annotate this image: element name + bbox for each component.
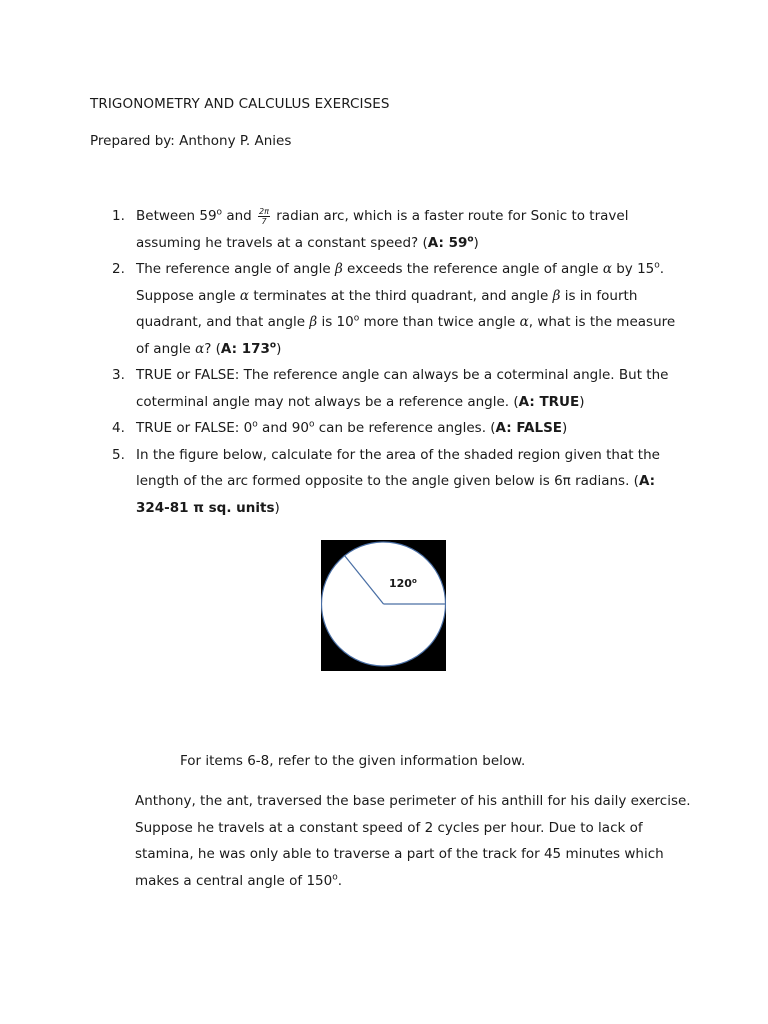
document-title: TRIGONOMETRY AND CALCULUS EXERCISES	[90, 96, 390, 112]
answer: A: FALSE	[495, 420, 563, 436]
item-text: TRUE or FALSE: 0$^o$ and 90$^o$ can be reference angles. (A: FALSE)	[136, 419, 568, 436]
exercise-item-2	[112, 256, 692, 362]
answer: A: 173$^o$	[220, 340, 277, 357]
exercise-item-5	[112, 442, 692, 522]
exercise-list	[112, 203, 692, 521]
item-text: In the figure below, calculate for the area of the shaded region given that the length of the arc formed opposite to the angle given below is 6π radians. (A: 324-81 π sq. units)	[136, 446, 660, 516]
circle-diagram	[321, 540, 446, 671]
item-number: 5.	[112, 446, 125, 463]
answer: A: 59$^o$	[427, 234, 474, 251]
prepared-by: Prepared by: Anthony P. Anies	[90, 133, 292, 149]
answer: A: 324-81 π sq. units	[136, 473, 656, 516]
circle-figure	[321, 540, 446, 671]
angle-label: 120$^o$	[389, 577, 417, 590]
fraction: $\frac{2\pi}{7}$	[259, 206, 269, 226]
item-number: 1.	[112, 208, 125, 224]
exercise-item-3	[112, 362, 692, 415]
item-text: Between 59$^o$ and $\frac{2\pi}{7}$ radian arc, which is a faster route for Sonic to travel assuming he travels at a constant speed? (A: 59$^o$)	[136, 206, 629, 251]
exercise-item-4	[112, 415, 692, 442]
exercise-item-1	[112, 203, 692, 256]
item-text: The reference angle of angle β exceeds the reference angle of angle α by 15$^o$. Suppose angle α terminates at the third quadrant, and angle β is in fourth quadrant, and that angle β is 10$^o$ more than twice angle α, what is the measure of angle α? (A: 173$^o$)	[136, 260, 676, 357]
item-number: 4.	[112, 420, 125, 436]
answer: A: TRUE	[518, 393, 580, 410]
degree-symbol: o	[216, 207, 223, 218]
items-6-8-lead-in: For items 6-8, refer to the given information below.	[180, 753, 526, 769]
item-number: 3.	[112, 367, 125, 383]
item-text: TRUE or FALSE: The reference angle can always be a coterminal angle. But the coterminal angle may not always be a reference angle. (A: TRUE)	[136, 367, 669, 410]
item-number: 2.	[112, 261, 125, 277]
ant-paragraph: Anthony, the ant, traversed the base perimeter of his anthill for his daily exercise. Suppose he travels at a constant speed of 2 cycles per hour. Due to lack of stamina, he was only able to traverse a part of the track for 45 minutes which makes a central angle of 150$^o$.	[135, 793, 691, 889]
